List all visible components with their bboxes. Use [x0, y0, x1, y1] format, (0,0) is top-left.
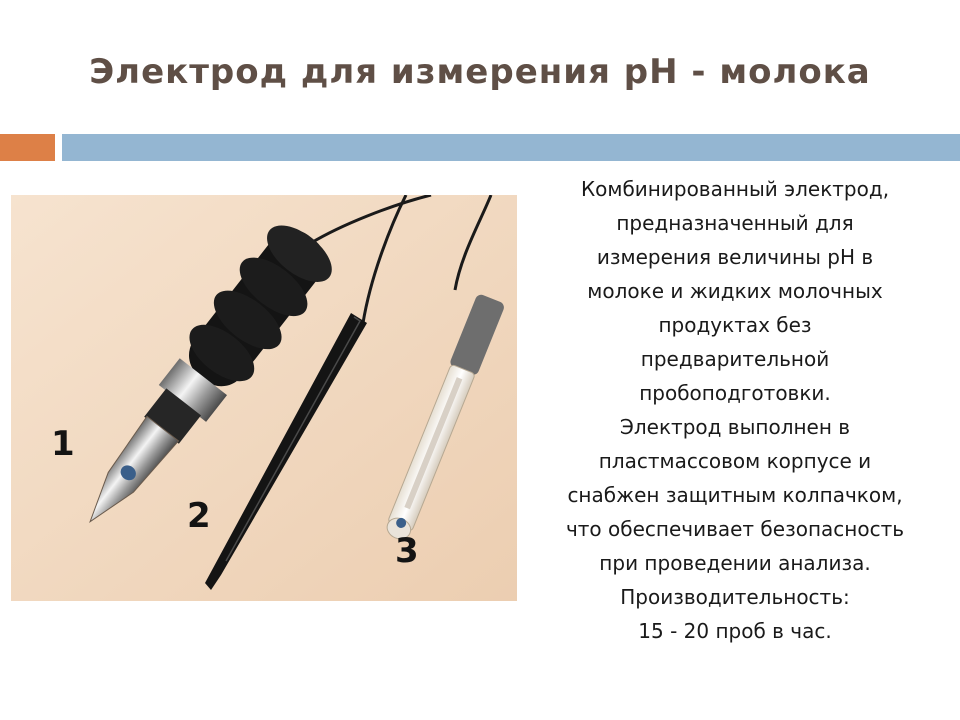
description-line: измерения величины рН в [596, 245, 874, 269]
photo-label-3: 3 [395, 531, 419, 571]
photo-label-2: 2 [187, 496, 211, 536]
description-text [530, 172, 940, 648]
description-line: при проведении анализа. [599, 551, 871, 575]
description-line: 15 - 20 проб в час. [638, 619, 832, 643]
description-line: пластмассовом корпусе и [598, 449, 872, 473]
slide-title: Электрод для измерения рН - молока [89, 52, 871, 92]
photo-label-1: 1 [51, 424, 75, 464]
description-line: Производительность: [620, 585, 850, 609]
description-line: что обеспечивает безопасность [565, 517, 905, 541]
description-line: Комбинированный электрод, [580, 177, 890, 201]
description-line: предназначенный для [616, 211, 854, 235]
accent-bar-orange [0, 134, 55, 161]
electrode-photo [11, 195, 517, 601]
description-line: Электрод выполнен в [619, 415, 851, 439]
description-line: продуктах без [658, 313, 812, 337]
description-line: пробоподготовки. [639, 381, 831, 405]
description-line: снабжен защитным колпачком, [567, 483, 903, 507]
accent-bar-blue [62, 134, 960, 161]
description-line: молоке и жидких молочных [587, 279, 883, 303]
description-line: предварительной [640, 347, 830, 371]
